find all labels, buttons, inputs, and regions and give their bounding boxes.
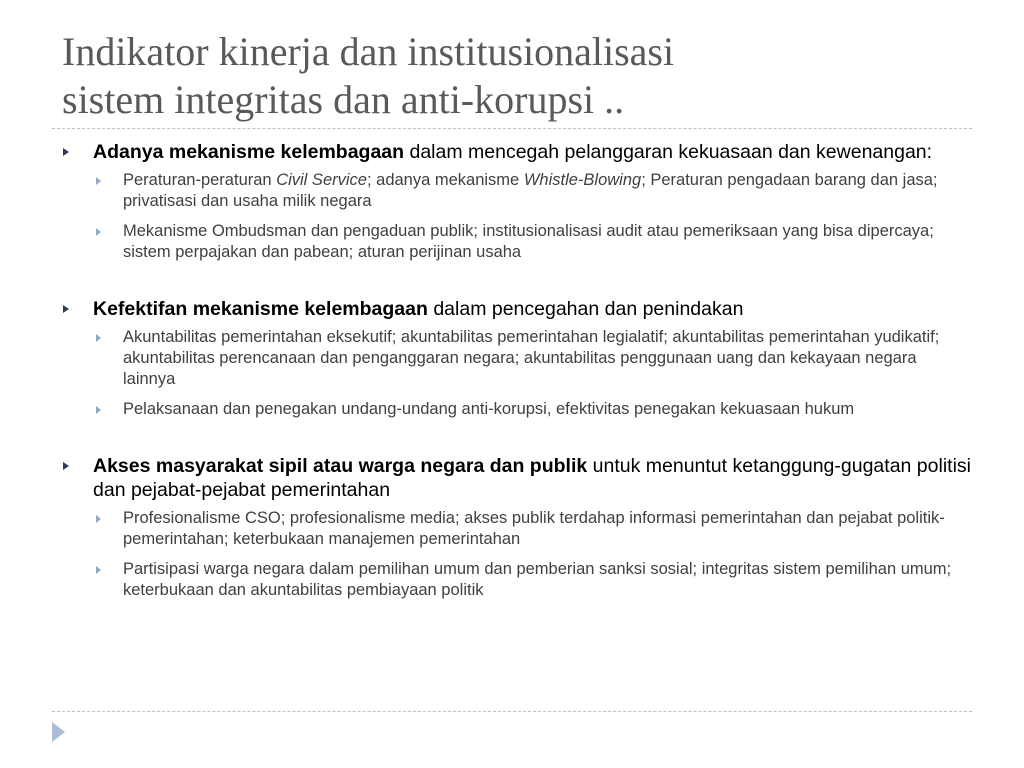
sub-list-2: [93, 327, 972, 420]
sub-item-text: Akuntabilitas pemerintahan eksekutif; akuntabilitas pemerintahan legialatif; akuntabilitas pemerintahan yudikatif; akuntabilitas perencanaan dan penganggaran negara; akuntabilitas penggunaan uang dan kekayaan negara lainnya: [123, 328, 940, 388]
sub-list-3: [93, 508, 972, 601]
bullet-item-2: [62, 297, 972, 420]
triangle-bullet-icon: [63, 148, 69, 156]
triangle-bullet-icon: [96, 177, 101, 185]
top-divider: [52, 128, 972, 129]
sub-item-italic: Whistle-Blowing: [523, 171, 642, 189]
sub-item-text: Pelaksanaan dan penegakan undang-undang anti-korupsi, efektivitas penegakan kekuasaan hukum: [123, 400, 855, 418]
triangle-bullet-icon: [63, 305, 69, 313]
sub-item-text: Profesionalisme CSO; profesionalisme media; akses publik terdahap informasi pemerintahan dan pejabat politik-pemerintahan; keterbukaan manajemen pemerintahan: [123, 509, 945, 548]
sub-item-text: Mekanisme Ombudsman dan pengaduan publik; institusionalisasi audit atau pemeriksaan yang bisa dipercaya; sistem perpajakan dan pabean; aturan perijinan usaha: [123, 222, 934, 261]
sub-item-text: Partisipasi warga negara dalam pemilihan umum dan pemberian sanksi sosial; integritas sistem pemilihan umum; keterbukaan dan akuntabilitas pembiayaan politik: [123, 560, 952, 599]
triangle-bullet-icon: [96, 566, 101, 574]
sub-item-1-2: [62, 221, 972, 263]
bullet-item-1-text: dalam mencegah pelanggaran kekuasaan dan kewenangan:: [404, 141, 933, 163]
bullet-item-3-text: untuk menuntut ketanggung-gugatan politisi dan pejabat-pejabat pemerintahan: [93, 455, 971, 501]
title-line-2: sistem integritas dan anti-korupsi ..: [62, 77, 625, 122]
bullet-item-3-bold: Akses masyarakat sipil atau warga negara dan publik: [93, 455, 588, 477]
sub-item-italic: Civil Service: [276, 171, 367, 189]
sub-item-3-2: [62, 559, 972, 601]
sub-item-1-1: [62, 170, 972, 212]
triangle-bullet-icon: [96, 228, 101, 236]
bullet-item-1-bold: Adanya mekanisme kelembagaan: [93, 141, 405, 163]
slide-title: [62, 28, 982, 124]
sub-item-3-1: [62, 508, 972, 550]
bullet-item-2-bold: Kefektifan mekanisme kelembagaan: [93, 298, 428, 320]
triangle-bullet-icon: [96, 334, 101, 342]
sub-item-text: ; Peraturan pengadaan barang dan jasa; privatisasi dan usaha milik negara: [123, 171, 938, 210]
bullet-item-2-text: dalam pencegahan dan penindakan: [427, 298, 744, 320]
sub-item-2-1: [62, 327, 972, 390]
bullet-item-1: [62, 140, 972, 263]
sub-item-text: ; adanya mekanisme: [366, 171, 524, 189]
triangle-bullet-icon: [96, 406, 101, 414]
bottom-divider: [52, 711, 972, 712]
bullet-list: [62, 140, 972, 601]
sub-item-2-2: [62, 399, 972, 420]
title-line-1: Indikator kinerja dan institusionalisasi: [62, 29, 675, 74]
corner-triangle-icon: [52, 722, 65, 742]
bullet-item-3: [62, 454, 972, 601]
triangle-bullet-icon: [63, 462, 69, 470]
triangle-bullet-icon: [96, 515, 101, 523]
sub-item-text: Peraturan-peraturan: [123, 171, 277, 189]
sub-list-1: [93, 170, 972, 263]
